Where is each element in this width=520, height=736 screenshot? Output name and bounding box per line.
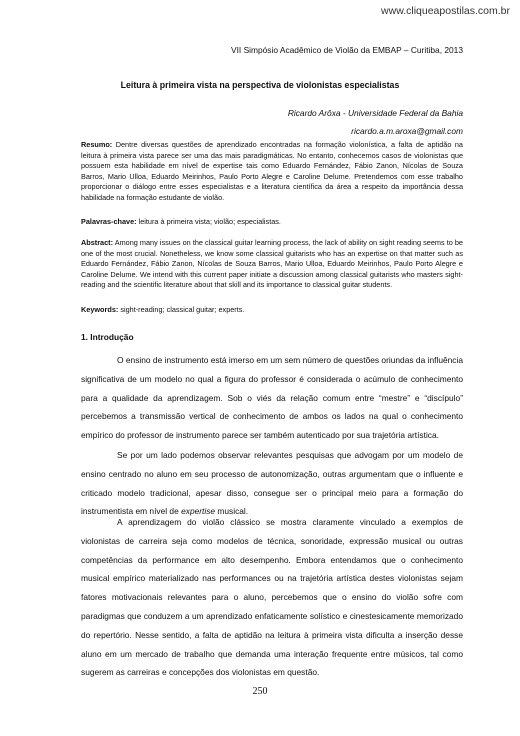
section-heading: 1. Introdução [81,332,134,342]
abstract-text: Among many issues on the classical guitar learning process, the lack of ability on sight reading seems to be one of the most crucial. Nonetheless, we know some classical guitarists who has an expertise on that matter such as Eduardo Fernández, Fábio Zanon, Nícolas de Souza Barros, Mario Ulloa, Eduardo Meirinhos, Paulo Porto Alegre e Caroline Delume. We intend with this current paper initiate a discussion among classical guitarists who masters sight-reading and the scientific literature about that skill and its importance to classical guitar students. [81,238,463,290]
paper-title: Leitura à primeira vista na perspectiva de violonistas especialistas [120,80,400,90]
author-email: ricardo.a.m.aroxa@gmail.com [351,126,463,136]
keywords-block [81,305,463,316]
palavras-chave-block [81,217,463,228]
abstract-block [81,238,463,291]
keywords-label: Keywords: [81,305,119,314]
paragraph-3: A aprendizagem do violão clássico se mostra claramente vinculado a exemplos de violonistas de carreira seja como modelos de técnica, sonoridade, expressão musical ou outras competências da performance em alto desempenho. Embora entendamos que o conhecimento musical empírico materializado nas performances ou na trajetória artística destes violonistas sejam fatores motivacionais relevantes para o aluno, percebemos que o ensino do violão sofre com paradigmas que conduzem a um aprendizado enfaticamente solístico e cinestesicamente memorizado do repertório. Nesse sentido, a falta de aptidão na leitura à primeira vista dificulta a inserção desse aluno em um mercado de trabalho que demanda uma interação frequente entre músicos, tal como sugerem as carreiras e concepções dos violonistas em questão. [81,517,463,678]
keywords-text: sight-reading; classical guitar; experts. [118,305,245,314]
paragraph-1: O ensino de instrumento está imerso em um sem número de questões oriundas da influência significativa de um modelo no qual a figura do professor é considerada o acúmulo de conhecimento para a qualidade da aprendizagem. Sob o viés da relação comum entre “mestre” e “discípulo” percebemos a transmissão vertical de conhecimento de ambos os lados na qual o conhecimento empírico do professor de instrumento parece ser também autenticado por sua trajetória artística. [81,355,463,441]
paragraph-2 [81,446,463,521]
paragraph-2-text-a: Se por um lado podemos observar relevantes pesquisas que advogam por um modelo de ensino centrado no aluno em seu processo de autonomização, outras argumentam que o influente e criticado modelo tradicional, apesar disso, consegue ser o principal meio para a formação do instrumentista em nível de [81,450,463,517]
conference-header: VII Simpósio Acadêmico de Violão da EMBAP – Curitiba, 2013 [231,45,463,55]
page-number: 250 [252,686,268,697]
paragraph-2-text-b: musical. [215,506,249,517]
author: Ricardo Arôxa - Universidade Federal da Bahia [287,108,463,118]
watermark: www.cliqueapostilas.com.br [381,5,510,17]
abstract-label: Abstract: [81,238,114,247]
resumo-block [81,140,463,204]
paragraph-2-emphasis: expertise [181,506,216,517]
resumo-label: Resumo: [81,140,113,149]
palavras-chave-label: Palavras-chave: [81,217,137,226]
resumo-text: Dentre diversas questões de aprendizado encontradas na formação violonística, a falta de aptidão na leitura à primeira vista parece ser uma das mais paradigmáticas. No entanto, conhecemos casos de violonistas que possuem esta habilidade em nível de expertise tais como Eduardo Fernández, Fábio Zanon, Nícolas de Souza Barros, Mario Ulloa, Eduardo Meirinhos, Paulo Porto Alegre e Caroline Delume. Pretendemos com esse trabalho proporcionar o diálogo entre esses especialistas e a literatura científica da área a respeito da importância dessa habilidade na formação estudante de violão. [81,140,463,202]
palavras-chave-text: leitura à primeira vista; violão; especialistas. [136,217,281,226]
